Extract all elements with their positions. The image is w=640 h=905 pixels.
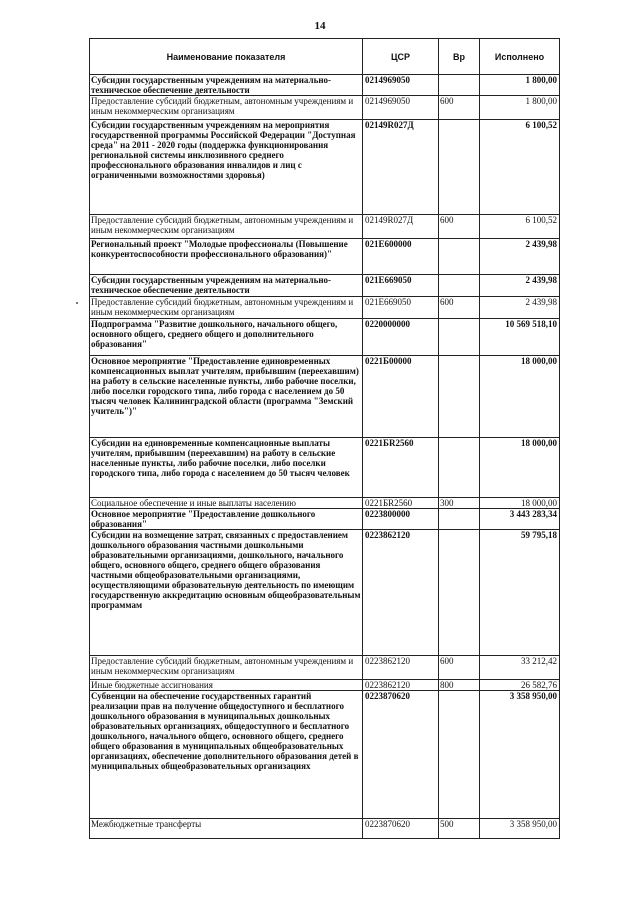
header-row — [90, 39, 560, 75]
row-name: Субсидии государственным учреждениям на материально-техническое обеспечение деятельности — [90, 275, 363, 297]
row-done: 3 358 950,00 — [480, 819, 560, 839]
row-csr: 0214969050 — [363, 96, 439, 120]
row-done: 18 000,00 — [480, 438, 560, 498]
row-vr: 500 — [439, 819, 480, 839]
row-done: 33 212,42 — [480, 656, 560, 680]
table-row — [90, 530, 560, 656]
row-done: 10 569 518,10 — [480, 319, 560, 356]
row-name: Межбюджетные трансферты — [90, 819, 363, 839]
row-csr: 0223862120 — [363, 680, 439, 691]
row-csr: 0223870620 — [363, 691, 439, 819]
budget-table — [89, 38, 560, 839]
row-csr: 0223862120 — [363, 530, 439, 656]
table-row — [90, 438, 560, 498]
row-done: 6 100,52 — [480, 215, 560, 239]
row-csr: 0221БR2560 — [363, 438, 439, 498]
table-row — [90, 319, 560, 356]
table-row — [90, 96, 560, 120]
row-done: 59 795,18 — [480, 530, 560, 656]
row-name: Основное мероприятие "Предоставление единовременных компенсационных выплат учителям, прибывшим (переехавшим) на работу в сельские населенные пункты, либо рабочие поселки, либо поселки городского типа, либо города с населением до 50 тысяч человек Калининградской области (программа "Земский учитель")" — [90, 356, 363, 438]
row-csr: 021E669050 — [363, 297, 439, 319]
row-name: Субсидии государственным учреждениям на материально-техническое обеспечение деятельности — [90, 75, 363, 96]
row-vr — [439, 509, 480, 530]
row-name: Субсидии на единовременные компенсационные выплаты учителям, прибывшим (переехавшим) на работу в сельские населенные пункты, либо рабочие поселки, либо поселки городского типа, либо города с населением до 50 тысяч человек — [90, 438, 363, 498]
row-csr: 0223862120 — [363, 656, 439, 680]
table-row — [90, 297, 560, 319]
row-name: Основное мероприятие "Предоставление дошкольного образования" — [90, 509, 363, 530]
row-done: 2 439,98 — [480, 239, 560, 275]
table-row — [90, 680, 560, 691]
table-row — [90, 819, 560, 839]
row-done: 6 100,52 — [480, 120, 560, 215]
row-vr — [439, 75, 480, 96]
row-done: 2 439,98 — [480, 297, 560, 319]
row-name: Предоставление субсидий бюджетным, автономным учреждениям и иным некоммерческим организациям — [90, 215, 363, 239]
row-done: 1 800,00 — [480, 96, 560, 120]
row-csr: 0214969050 — [363, 75, 439, 96]
table-row — [90, 356, 560, 438]
row-done: 3 358 950,00 — [480, 691, 560, 819]
row-vr — [439, 530, 480, 656]
row-vr: 600 — [439, 215, 480, 239]
row-vr: 800 — [439, 680, 480, 691]
header-csr: ЦСР — [363, 39, 439, 75]
row-done: 1 800,00 — [480, 75, 560, 96]
scan-speck — [76, 302, 78, 304]
row-vr — [439, 239, 480, 275]
row-name: Подпрограмма "Развитие дошкольного, начального общего, основного общего, среднего общего и дополнительного образования" — [90, 319, 363, 356]
row-vr — [439, 356, 480, 438]
row-name: Предоставление субсидий бюджетным, автономным учреждениям и иным некоммерческим организациям — [90, 656, 363, 680]
row-csr: 021E600000 — [363, 239, 439, 275]
row-csr: 02149R027Д — [363, 215, 439, 239]
row-csr: 0221БR2560 — [363, 498, 439, 509]
row-csr: 02149R027Д — [363, 120, 439, 215]
table-row — [90, 215, 560, 239]
row-name: Предоставление субсидий бюджетным, автономным учреждениям и иным некоммерческим организациям — [90, 297, 363, 319]
header-done: Исполнено — [480, 39, 560, 75]
row-vr — [439, 319, 480, 356]
row-vr: 600 — [439, 656, 480, 680]
row-vr — [439, 691, 480, 819]
row-name: Субсидии на возмещение затрат, связанных с предоставлением дошкольного образования частными дошкольными образовательными организациями, дошкольного, начального общего, основного общего, среднего общего образования частными общеобразовательными организациями, осуществляющими образовательную деятельность по имеющим государственную аккредитацию основным общеобразовательным программам — [90, 530, 363, 656]
row-name: Субвенции на обеспечение государственных гарантий реализации прав на получение общедоступного и бесплатного дошкольного образования в муниципальных дошкольных образовательных организациях, общедоступного и бесплатного дошкольного, начального общего, основного общего, среднего общего образования в муниципальных общеобразовательных организациях, обеспечение дополнительного образования детей в муниципальных общеобразовательных организациях — [90, 691, 363, 819]
row-vr: 300 — [439, 498, 480, 509]
row-vr: 600 — [439, 297, 480, 319]
table-row — [90, 275, 560, 297]
header-vr: Вр — [439, 39, 480, 75]
row-done: 2 439,98 — [480, 275, 560, 297]
row-csr: 0223870620 — [363, 819, 439, 839]
header-name: Наименование показателя — [90, 39, 363, 75]
row-csr: 021E669050 — [363, 275, 439, 297]
table-row — [90, 691, 560, 819]
row-csr: 0220000000 — [363, 319, 439, 356]
row-done: 18 000,00 — [480, 498, 560, 509]
row-done: 3 443 283,34 — [480, 509, 560, 530]
table-row — [90, 509, 560, 530]
row-name: Социальное обеспечение и иные выплаты населению — [90, 498, 363, 509]
page-number: 14 — [314, 20, 326, 32]
row-done: 18 000,00 — [480, 356, 560, 438]
row-name: Региональный проект "Молодые профессионалы (Повышение конкурентоспособности профессионального образования)" — [90, 239, 363, 275]
row-vr — [439, 120, 480, 215]
table-row — [90, 656, 560, 680]
table-row — [90, 120, 560, 215]
table-row — [90, 498, 560, 509]
table-row — [90, 75, 560, 96]
row-vr: 600 — [439, 96, 480, 120]
row-csr: 0221Б00000 — [363, 356, 439, 438]
row-csr: 0223800000 — [363, 509, 439, 530]
table-row — [90, 239, 560, 275]
row-name: Субсидии государственным учреждениям на мероприятия государственной программы Российской Федерации "Доступная среда" на 2011 - 2020 годы (поддержка функционирования региональной системы инклюзивного среднего профессионального образования инвалидов и лиц с ограниченными возможностями здоровья) — [90, 120, 363, 215]
row-name: Иные бюджетные ассигнования — [90, 680, 363, 691]
row-vr — [439, 438, 480, 498]
row-name: Предоставление субсидий бюджетным, автономным учреждениям и иным некоммерческим организациям — [90, 96, 363, 120]
row-done: 26 582,76 — [480, 680, 560, 691]
row-vr — [439, 275, 480, 297]
